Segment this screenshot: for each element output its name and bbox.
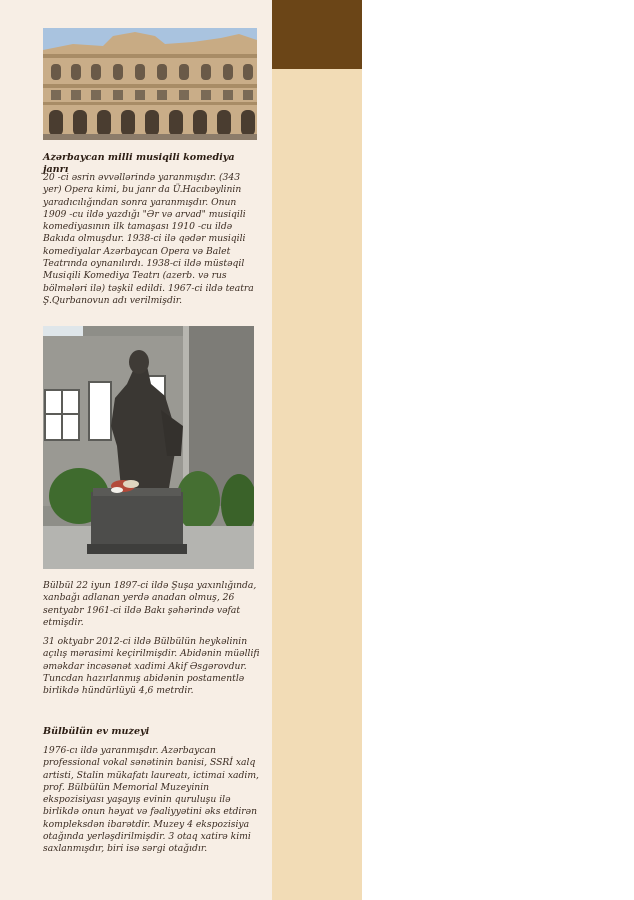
statue-paragraph: 31 oktyabr 2012-ci ildə Bülbülün heykəlinin açılış mərasimi keçirilmişdir. Abidənin müəllifi əməkdar incəsənət xadimi Akif Əsgərovdur. Tuncdan hazırlanmış abidənin postamentlə birlikdə hündürlüyü 4,6 metrdir.	[43, 636, 260, 697]
bulbul-statue-photo	[43, 326, 254, 569]
blank-area	[362, 0, 634, 900]
comedy-heading: Azərbaycan milli musiqili komediya janrı	[43, 152, 235, 175]
comedy-body: 20 -ci əsrin əvvəllərində yaranmışdır. (343 yer) Opera kimi, bu janr da Ü.Hacıbəylinin yaradıcılığından sonra yaranmışdır. Onun 1909 -cu ildə yazdığı "Ər və arvad" musiqili komediyasının ilk tamaşası 1910 -cu ildə Bakıda olmuşdur. 1938-ci ilə qədər musiqili komediyalar Azərbaycan Opera və Balet Teatrında oynanılırdı. 1938-ci ildə müstəqil Musiqili Komediya Teatrı (azerb. və rus bölmələri ilə) təşkil edildi. 1967-ci ildə teatra Ş.Qurbanovun adı verilmişdir.	[43, 172, 254, 306]
bulbul-bio-paragraph: Bülbül 22 iyun 1897-ci ildə Şuşa yaxınlığında, xanbağı adlanan yerdə anadan olmuş, 26 sentyabr 1961-ci ildə Bakı şəhərində vəfat etmişdir.	[43, 580, 257, 628]
decorative-band	[272, 0, 362, 900]
museum-heading: Bülbülün ev muzeyi	[43, 726, 150, 737]
decorative-band-top	[272, 0, 362, 69]
museum-body: 1976-cı ildə yaranmışdır. Azərbaycan professional vokal sənətinin banisi, SSRİ xalq artisti, Stalin mükafatı laureatı, ictimai xadim, prof. Bülbülün Memorial Muzeyinin ekspozisiyası yaşayış evinin quruluşu ilə birlikdə onun həyat və fəaliyyətini əks etdirən kompleksdən ibarətdir. Muzey 4 ekspozisiya otağında yerləşdirilmişdir. 3 otaq xatirə kimi saxlanmışdır, biri isə sərgi otağıdır.	[43, 745, 259, 855]
theatre-building-photo	[43, 28, 257, 140]
